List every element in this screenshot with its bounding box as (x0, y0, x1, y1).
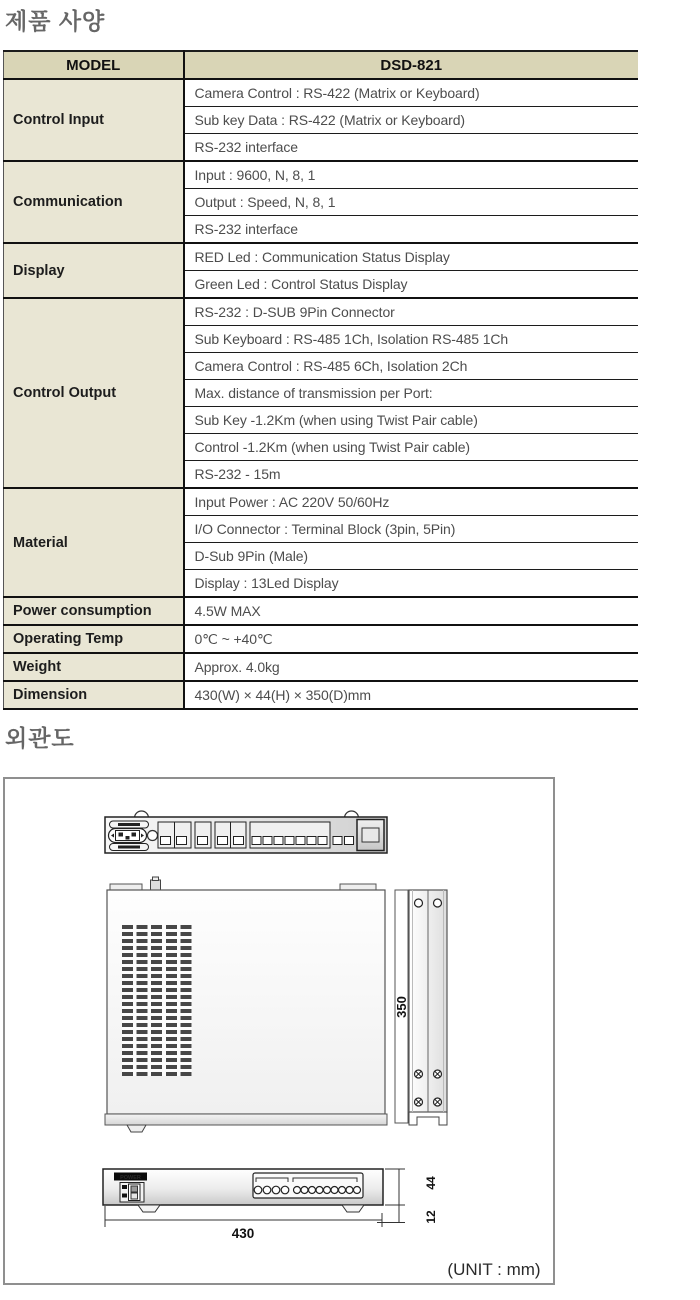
dim-height-label: 44 (424, 1176, 438, 1190)
side-view (394, 890, 447, 1125)
spec-value: 430(W) × 44(H) × 350(D)mm (184, 681, 639, 709)
spec-category: Dimension (4, 681, 184, 709)
spec-value: 4.5W MAX (184, 597, 639, 625)
led-panel (253, 1173, 363, 1198)
rear-view (105, 811, 387, 853)
spec-row (4, 597, 639, 625)
front-foot-left (138, 1205, 160, 1212)
led-group2 (294, 1187, 361, 1194)
spec-value: Camera Control : RS-422 (Matrix or Keyboard) (184, 79, 639, 107)
section-title-drawing: 외관도 (5, 725, 75, 751)
spec-row (4, 653, 639, 681)
spec-category: Display (4, 243, 184, 298)
spec-row (4, 488, 639, 516)
spec-value: 0℃ ~ +40℃ (184, 625, 639, 653)
top-tab-left (110, 884, 142, 890)
foot-tab (127, 1125, 146, 1132)
spec-header-row (4, 51, 639, 79)
dsub-connector-box (357, 820, 384, 851)
spec-row (4, 79, 639, 107)
spec-category: Power consumption (4, 597, 184, 625)
spec-category: Control Output (4, 298, 184, 488)
spec-value: Input Power : AC 220V 50/60Hz (184, 488, 639, 516)
spec-row (4, 681, 639, 709)
spec-row (4, 243, 639, 271)
power-label: POWER (120, 1174, 141, 1181)
spec-row (4, 161, 639, 189)
spec-value: Sub Key -1.2Km (when using Twist Pair cable) (184, 407, 639, 434)
spec-value: Max. distance of transmission per Port: (184, 380, 639, 407)
spec-value: RS-232 interface (184, 216, 639, 244)
front-edge-strip (105, 1114, 387, 1125)
spec-category: Weight (4, 653, 184, 681)
spec-category: Material (4, 488, 184, 597)
spec-value: Display : 13Led Display (184, 570, 639, 598)
spec-row (4, 298, 639, 326)
spec-value: Approx. 4.0kg (184, 653, 639, 681)
dim-depth-label: 350 (394, 996, 409, 1018)
spec-value: Green Led : Control Status Display (184, 271, 639, 299)
fuse-holder (148, 831, 158, 841)
top-knob-cap (153, 877, 159, 881)
ac-power-inlet (109, 829, 147, 843)
dim-foot-label: 12 (424, 1210, 438, 1224)
top-tab-right (340, 884, 376, 890)
spec-header-model-value: DSD-821 (184, 51, 639, 79)
spec-header-model: MODEL (4, 51, 184, 79)
spec-value: I/O Connector : Terminal Block (3pin, 5Pin) (184, 516, 639, 543)
spec-value: RS-232 - 15m (184, 461, 639, 489)
power-switch (120, 1183, 144, 1203)
front-view (103, 1169, 383, 1212)
spec-value: Sub Keyboard : RS-485 1Ch, Isolation RS-485 1Ch (184, 326, 639, 353)
drawing-box (3, 777, 555, 1285)
section-title-specs: 제품 사양 (5, 8, 106, 34)
spec-value: RS-232 interface (184, 134, 639, 162)
side-bracket (409, 1112, 447, 1125)
vent-slots (122, 925, 192, 1076)
spec-category: Operating Temp (4, 625, 184, 653)
spec-value: Input : 9600, N, 8, 1 (184, 161, 639, 189)
unit-note: (UNIT : mm) (447, 1260, 541, 1279)
spec-value: Camera Control : RS-485 6Ch, Isolation 2Ch (184, 353, 639, 380)
spec-value: RS-232 : D-SUB 9Pin Connector (184, 298, 639, 326)
spec-table (3, 50, 638, 710)
spec-row (4, 625, 639, 653)
top-knob (151, 880, 161, 890)
spec-value: Control -1.2Km (when using Twist Pair cable) (184, 434, 639, 461)
outline-drawing (5, 779, 553, 1283)
front-foot-right (342, 1205, 364, 1212)
spec-category: Communication (4, 161, 184, 243)
spec-value: Output : Speed, N, 8, 1 (184, 189, 639, 216)
spec-value: Sub key Data : RS-422 (Matrix or Keyboard) (184, 107, 639, 134)
spec-value: RED Led : Communication Status Display (184, 243, 639, 271)
spec-category: Control Input (4, 79, 184, 161)
spec-value: D-Sub 9Pin (Male) (184, 543, 639, 570)
dim-width-label: 430 (231, 1226, 255, 1241)
